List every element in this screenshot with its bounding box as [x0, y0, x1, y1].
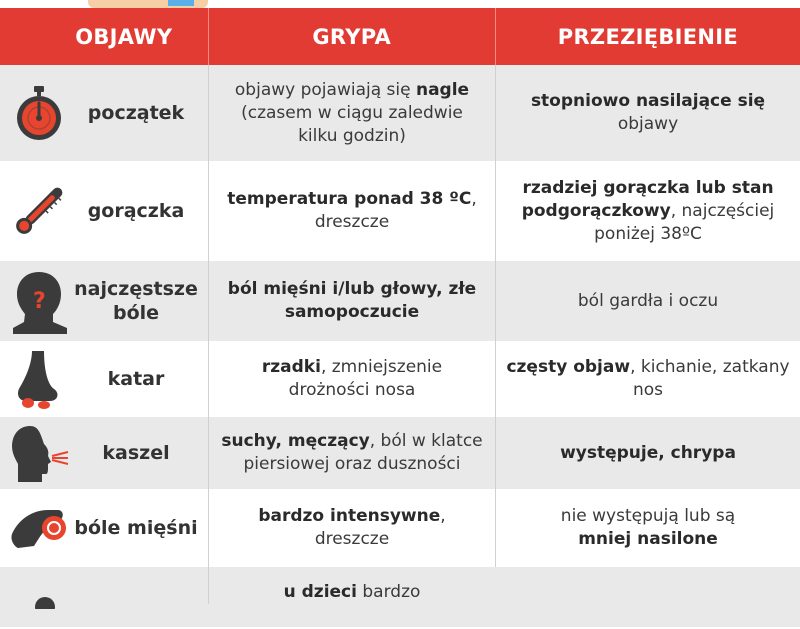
cough-head-icon — [8, 422, 70, 484]
symptom-label: najczęstsze bóle — [74, 278, 198, 324]
stopwatch-icon — [8, 82, 70, 144]
header-symptoms: OBJAWY — [75, 24, 173, 49]
table-row — [0, 161, 800, 261]
svg-text:?: ? — [33, 289, 46, 314]
arm-muscle-icon — [8, 497, 70, 559]
table-row — [0, 65, 800, 161]
cold-cell: częsty objaw, kichanie, zatkany nos — [495, 341, 800, 417]
cold-cell: rzadziej gorączka lub stan podgorączkowy, najczęściej poniżej 38ºC — [495, 161, 800, 261]
symptom-cell — [0, 65, 208, 161]
nose-icon — [8, 348, 70, 410]
symptom-label: bóle mięśni — [74, 517, 198, 539]
flu-cell: objawy pojawiają się nagle (czasem w ciągu zaledwie kilku godzin) — [208, 65, 495, 161]
cold-cell: nie występują lub są mniej nasilone — [495, 489, 800, 567]
symptom-label: początek — [87, 102, 185, 124]
top-illustration-fragment — [88, 0, 208, 8]
flu-cell: temperatura ponad 38 ºC, dreszcze — [208, 161, 495, 261]
header-cold: PRZEZIĘBIENIE — [495, 8, 800, 65]
cold-cell: ból gardła i oczu — [495, 261, 800, 341]
head-question-icon — [8, 270, 70, 332]
table-row — [0, 417, 800, 489]
table-row — [0, 261, 800, 341]
thermometer-icon — [8, 180, 70, 242]
symptom-cell — [0, 161, 208, 261]
partial-icon — [8, 589, 70, 629]
symptom-label: katar — [107, 368, 165, 390]
table-row — [0, 489, 800, 567]
flu-cell: ból mięśni i/lub głowy, złe samopoczucie — [208, 261, 495, 341]
symptom-cell — [0, 341, 208, 417]
table-header — [0, 8, 800, 65]
table-row — [0, 341, 800, 417]
comparison-table — [0, 65, 800, 627]
header-flu: GRYPA — [208, 8, 495, 65]
symptom-cell — [0, 489, 208, 567]
symptom-label: kaszel — [102, 442, 170, 464]
flu-cell: suchy, męczący, ból w klatce piersiowej oraz duszności — [208, 417, 495, 489]
symptom-label: gorączka — [87, 200, 185, 222]
cold-cell: stopniowo nasilające się objawy — [495, 65, 800, 161]
symptom-cell — [0, 417, 208, 489]
flu-cell: u dzieci bardzo — [208, 567, 495, 604]
symptom-cell — [0, 261, 208, 341]
flu-cell: bardzo intensywne, dreszcze — [208, 489, 495, 567]
cold-cell: występuje, chrypa — [495, 417, 800, 489]
symptom-cell — [0, 567, 208, 629]
table-row — [0, 567, 800, 627]
flu-cell: rzadki, zmniejszenie drożności nosa — [208, 341, 495, 417]
